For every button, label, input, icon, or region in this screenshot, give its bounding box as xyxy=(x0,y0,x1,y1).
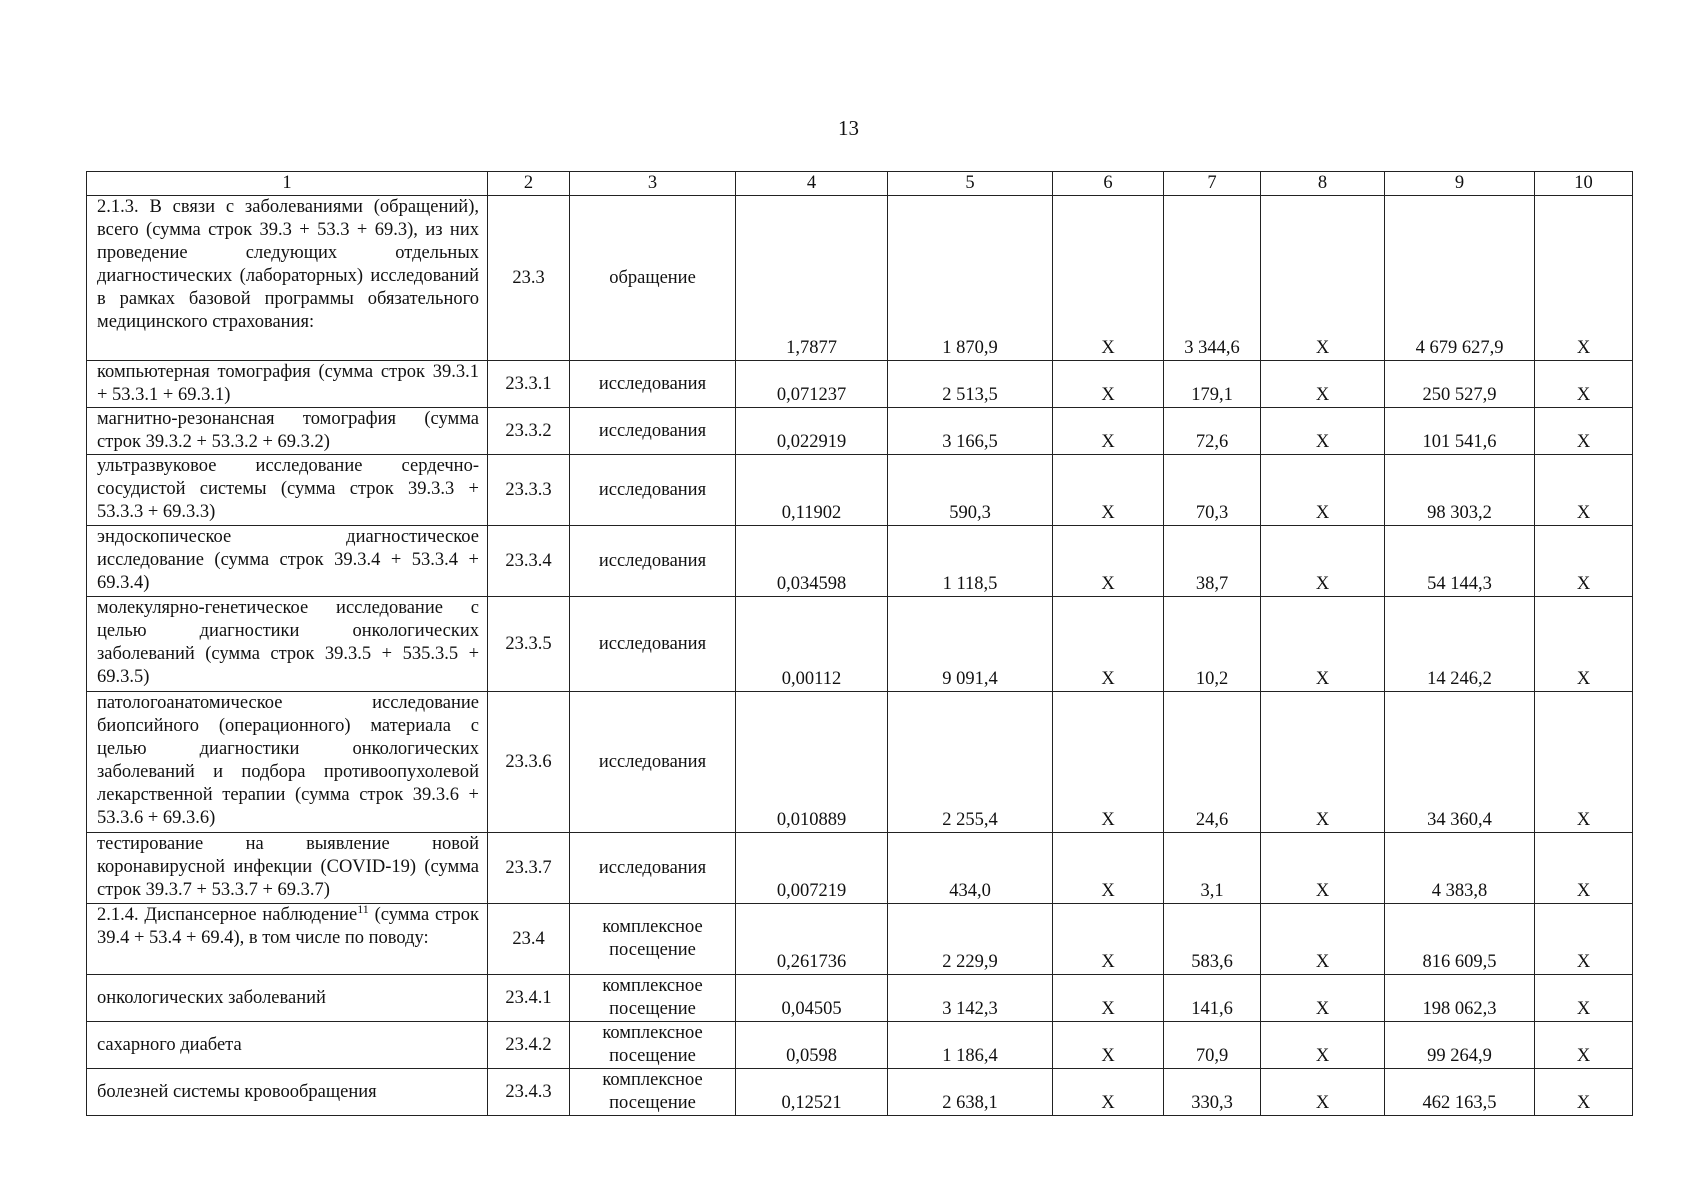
row-value-8: X xyxy=(1261,1022,1385,1069)
row-value-7: 38,7 xyxy=(1164,526,1261,597)
row-value-10: X xyxy=(1535,408,1633,455)
row-value-9: 4 679 627,9 xyxy=(1385,196,1535,361)
row-value-4: 0,007219 xyxy=(736,833,888,904)
row-name: болезней системы кровообращения xyxy=(87,1069,488,1116)
row-value-7: 179,1 xyxy=(1164,361,1261,408)
row-value-6: X xyxy=(1053,408,1164,455)
row-value-8: X xyxy=(1261,833,1385,904)
row-value-7: 24,6 xyxy=(1164,692,1261,833)
row-value-8: X xyxy=(1261,975,1385,1022)
row-name: патологоанатомическое исследование биопсийного (операционного) материала с целью диагностики онкологических заболеваний и подбора противоопухолевой лекарственной терапии (сумма строк 39.3.6 + 53.3.6 + 69.3.6) xyxy=(87,692,488,833)
row-value-7: 3,1 xyxy=(1164,833,1261,904)
row-name: эндоскопическое диагностическое исследование (сумма строк 39.3.4 + 53.3.4 + 69.3.4) xyxy=(87,526,488,597)
row-name: компьютерная томография (сумма строк 39.3.1 + 53.3.1 + 69.3.1) xyxy=(87,361,488,408)
row-value-9: 816 609,5 xyxy=(1385,904,1535,975)
row-unit: исследования xyxy=(570,361,736,408)
column-header: 1 xyxy=(87,172,488,196)
row-code: 23.3.3 xyxy=(488,455,570,526)
row-value-9: 98 303,2 xyxy=(1385,455,1535,526)
row-value-5: 2 229,9 xyxy=(888,904,1053,975)
row-value-8: X xyxy=(1261,455,1385,526)
row-value-4: 1,7877 xyxy=(736,196,888,361)
row-value-9: 14 246,2 xyxy=(1385,597,1535,692)
row-name: сахарного диабета xyxy=(87,1022,488,1069)
table-row xyxy=(87,975,1633,1022)
row-value-5: 1 186,4 xyxy=(888,1022,1053,1069)
row-value-10: X xyxy=(1535,1069,1633,1116)
row-value-6: X xyxy=(1053,361,1164,408)
row-value-9: 250 527,9 xyxy=(1385,361,1535,408)
table-header-row xyxy=(87,172,1633,196)
data-table xyxy=(86,171,1633,1116)
column-header: 9 xyxy=(1385,172,1535,196)
row-value-9: 34 360,4 xyxy=(1385,692,1535,833)
row-value-6: X xyxy=(1053,196,1164,361)
row-code: 23.4.1 xyxy=(488,975,570,1022)
row-value-10: X xyxy=(1535,975,1633,1022)
page-number: 13 xyxy=(838,116,859,140)
row-unit: исследования xyxy=(570,692,736,833)
row-value-6: X xyxy=(1053,833,1164,904)
row-value-10: X xyxy=(1535,833,1633,904)
row-code: 23.3.7 xyxy=(488,833,570,904)
row-value-10: X xyxy=(1535,455,1633,526)
row-value-10: X xyxy=(1535,526,1633,597)
row-value-8: X xyxy=(1261,692,1385,833)
table-row xyxy=(87,1069,1633,1116)
row-unit: комплексное посещение xyxy=(570,975,736,1022)
row-unit: исследования xyxy=(570,408,736,455)
row-code: 23.3.2 xyxy=(488,408,570,455)
row-code: 23.4.2 xyxy=(488,1022,570,1069)
row-unit: исследования xyxy=(570,597,736,692)
row-value-5: 2 638,1 xyxy=(888,1069,1053,1116)
row-value-8: X xyxy=(1261,526,1385,597)
row-value-8: X xyxy=(1261,361,1385,408)
row-value-7: 330,3 xyxy=(1164,1069,1261,1116)
table-row xyxy=(87,692,1633,833)
row-value-8: X xyxy=(1261,597,1385,692)
row-value-5: 3 142,3 xyxy=(888,975,1053,1022)
row-name-text: 2.1.4. Диспансерное наблюдение xyxy=(97,905,358,925)
row-value-5: 9 091,4 xyxy=(888,597,1053,692)
row-value-5: 3 166,5 xyxy=(888,408,1053,455)
row-value-10: X xyxy=(1535,692,1633,833)
row-value-5: 590,3 xyxy=(888,455,1053,526)
row-value-10: X xyxy=(1535,904,1633,975)
row-value-7: 70,3 xyxy=(1164,455,1261,526)
row-value-8: X xyxy=(1261,408,1385,455)
column-header: 7 xyxy=(1164,172,1261,196)
row-value-5: 434,0 xyxy=(888,833,1053,904)
row-value-8: X xyxy=(1261,904,1385,975)
column-header: 10 xyxy=(1535,172,1633,196)
row-value-4: 0,00112 xyxy=(736,597,888,692)
row-unit: исследования xyxy=(570,526,736,597)
row-value-9: 101 541,6 xyxy=(1385,408,1535,455)
row-unit: исследования xyxy=(570,833,736,904)
row-name: ультразвуковое исследование сердечно-сосудистой системы (сумма строк 39.3.3 + 53.3.3 + 69.3.3) xyxy=(87,455,488,526)
row-unit: обращение xyxy=(570,196,736,361)
row-value-9: 198 062,3 xyxy=(1385,975,1535,1022)
column-header: 6 xyxy=(1053,172,1164,196)
row-value-4: 0,261736 xyxy=(736,904,888,975)
table-row xyxy=(87,526,1633,597)
row-name xyxy=(87,901,488,975)
row-value-5: 1 870,9 xyxy=(888,196,1053,361)
table-row xyxy=(87,361,1633,408)
column-header: 2 xyxy=(488,172,570,196)
row-value-6: X xyxy=(1053,455,1164,526)
row-value-4: 0,071237 xyxy=(736,361,888,408)
row-value-5: 2 513,5 xyxy=(888,361,1053,408)
row-value-4: 0,12521 xyxy=(736,1069,888,1116)
row-name: онкологических заболеваний xyxy=(87,975,488,1022)
row-value-6: X xyxy=(1053,1022,1164,1069)
footnote-ref: 11 xyxy=(357,901,369,916)
row-name-text-cont: (сумма строк 39.4 + 53.4 + 69.4), в том числе по поводу: xyxy=(97,905,479,948)
row-name: магнитно-резонансная томография (сумма строк 39.3.2 + 53.3.2 + 69.3.2) xyxy=(87,408,488,455)
row-code: 23.3.1 xyxy=(488,361,570,408)
row-code: 23.4.3 xyxy=(488,1069,570,1116)
row-value-7: 141,6 xyxy=(1164,975,1261,1022)
row-value-6: X xyxy=(1053,975,1164,1022)
row-value-8: X xyxy=(1261,196,1385,361)
row-value-5: 2 255,4 xyxy=(888,692,1053,833)
row-value-6: X xyxy=(1053,597,1164,692)
row-value-9: 4 383,8 xyxy=(1385,833,1535,904)
row-unit: исследования xyxy=(570,455,736,526)
row-value-5: 1 118,5 xyxy=(888,526,1053,597)
row-value-9: 54 144,3 xyxy=(1385,526,1535,597)
row-code: 23.3.4 xyxy=(488,526,570,597)
row-value-4: 0,034598 xyxy=(736,526,888,597)
row-value-4: 0,022919 xyxy=(736,408,888,455)
row-unit: комплексное посещение xyxy=(570,904,736,975)
row-value-6: X xyxy=(1053,526,1164,597)
column-header: 4 xyxy=(736,172,888,196)
row-value-7: 3 344,6 xyxy=(1164,196,1261,361)
row-value-4: 0,0598 xyxy=(736,1022,888,1069)
row-value-7: 70,9 xyxy=(1164,1022,1261,1069)
row-value-9: 462 163,5 xyxy=(1385,1069,1535,1116)
column-header: 5 xyxy=(888,172,1053,196)
row-value-6: X xyxy=(1053,692,1164,833)
row-value-6: X xyxy=(1053,1069,1164,1116)
row-unit: комплексное посещение xyxy=(570,1022,736,1069)
row-value-10: X xyxy=(1535,196,1633,361)
table-row xyxy=(87,597,1633,692)
row-value-7: 10,2 xyxy=(1164,597,1261,692)
row-code: 23.3 xyxy=(488,196,570,361)
row-unit: комплексное посещение xyxy=(570,1069,736,1116)
row-code: 23.3.6 xyxy=(488,692,570,833)
row-name: 2.1.3. В связи с заболеваниями (обращений), всего (сумма строк 39.3 + 53.3 + 69.3), из них проведение следующих отдельных диагностических (лабораторных) исследований в рамках базовой программы обязательного медицинского страхования: xyxy=(87,196,488,361)
column-header: 3 xyxy=(570,172,736,196)
row-value-9: 99 264,9 xyxy=(1385,1022,1535,1069)
table-row xyxy=(87,833,1633,904)
row-value-10: X xyxy=(1535,597,1633,692)
table-row xyxy=(87,1022,1633,1069)
row-name: тестирование на выявление новой коронавирусной инфекции (COVID-19) (сумма строк 39.3.7 + 53.3.7 + 69.3.7) xyxy=(87,833,488,904)
table-row xyxy=(87,904,1633,975)
row-value-4: 0,11902 xyxy=(736,455,888,526)
table-row xyxy=(87,408,1633,455)
row-code: 23.4 xyxy=(488,904,570,975)
row-code: 23.3.5 xyxy=(488,597,570,692)
row-value-10: X xyxy=(1535,361,1633,408)
row-value-10: X xyxy=(1535,1022,1633,1069)
row-value-6: X xyxy=(1053,904,1164,975)
column-header: 8 xyxy=(1261,172,1385,196)
row-value-4: 0,010889 xyxy=(736,692,888,833)
row-value-7: 72,6 xyxy=(1164,408,1261,455)
row-value-4: 0,04505 xyxy=(736,975,888,1022)
row-value-8: X xyxy=(1261,1069,1385,1116)
row-value-7: 583,6 xyxy=(1164,904,1261,975)
table-row xyxy=(87,196,1633,361)
row-name: молекулярно-генетическое исследование с целью диагностики онкологических заболеваний (сумма строк 39.3.5 + 535.3.5 + 69.3.5) xyxy=(87,597,488,692)
table-row xyxy=(87,455,1633,526)
